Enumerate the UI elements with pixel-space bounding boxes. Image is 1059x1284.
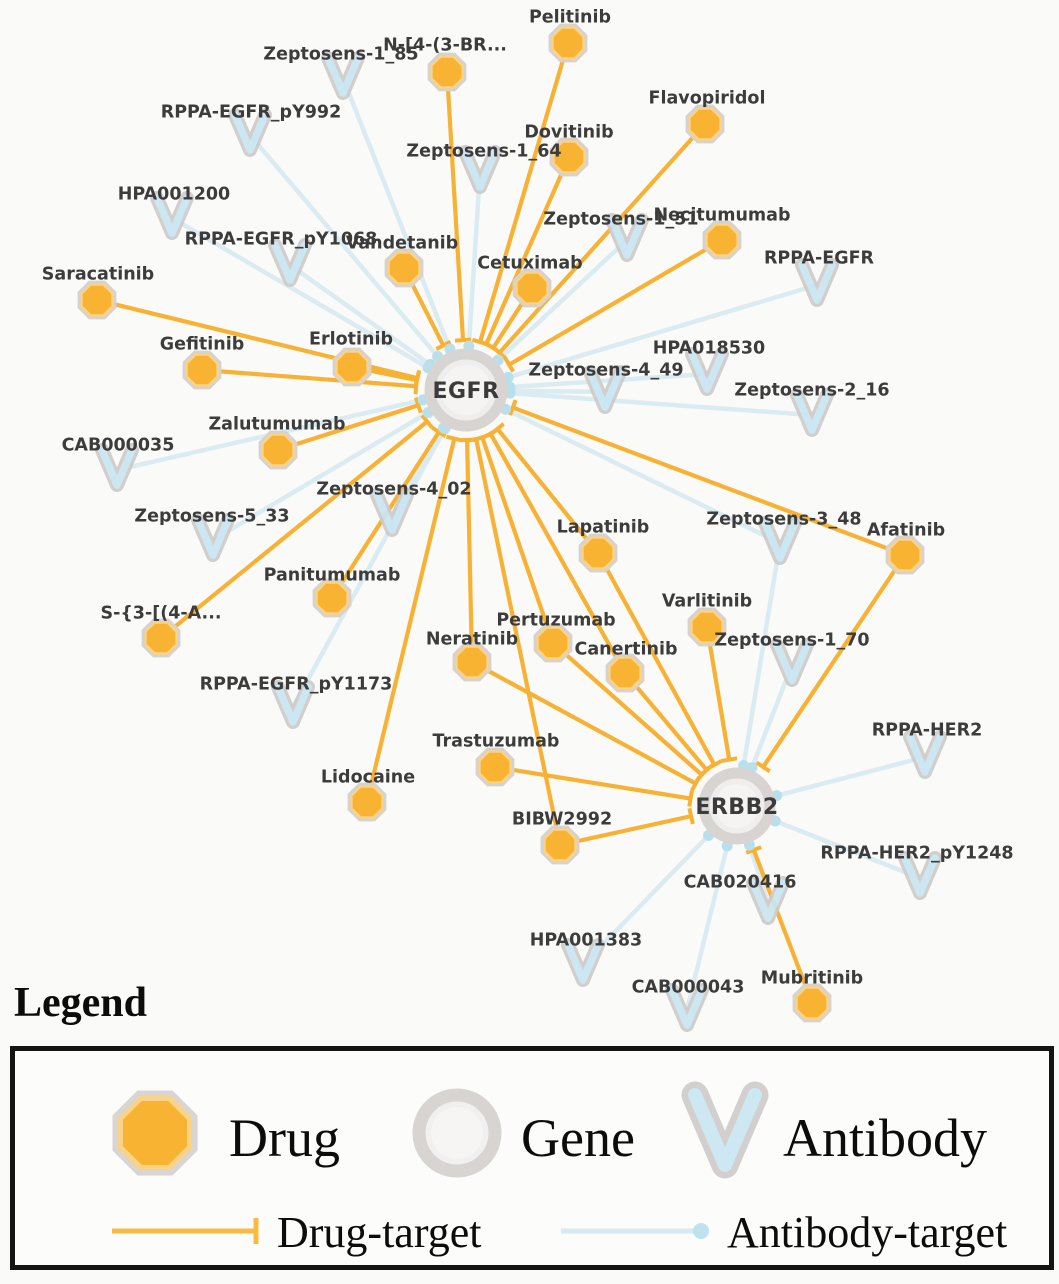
node-label-lapatinib: Lapatinib bbox=[557, 517, 650, 537]
node-label-n_4_3_br: N-[4-(3-BR... bbox=[383, 35, 507, 55]
legend-antibody-icon bbox=[670, 1073, 780, 1193]
edge-trastuzumab-erbb2 bbox=[495, 767, 691, 799]
node-label-pelitinib: Pelitinib bbox=[529, 7, 611, 27]
drug-octagon-s_3_4_a bbox=[147, 624, 176, 653]
node-label-saracatinib: Saracatinib bbox=[42, 264, 154, 284]
node-label-necitumumab: Necitumumab bbox=[654, 205, 791, 225]
drug-node-n_4_3_br bbox=[428, 53, 467, 92]
drug-octagon-afatinib bbox=[891, 541, 920, 570]
node-label-zeptosens_1_70: Zeptosens-1_70 bbox=[714, 630, 869, 650]
node-label-rppa_egfr_py992: RPPA-EGFR_pY992 bbox=[161, 102, 342, 122]
node-label-rppa_egfr_py1173: RPPA-EGFR_pY1173 bbox=[200, 674, 393, 694]
drug-node-bibw2992 bbox=[541, 826, 580, 865]
node-label-panitumumab: Panitumumab bbox=[264, 565, 401, 585]
gene-label-erbb2: ERBB2 bbox=[695, 795, 778, 820]
drug-node-s_3_4_a bbox=[142, 619, 181, 658]
drug-octagon-canertinib bbox=[611, 659, 640, 688]
node-label-pertuzumab: Pertuzumab bbox=[496, 610, 615, 630]
drug-octagon-trastuzumab bbox=[481, 753, 510, 782]
drug-octagon-pertuzumab bbox=[539, 629, 568, 658]
drug-node-trastuzumab bbox=[476, 748, 515, 787]
legend-drug-icon bbox=[103, 1081, 207, 1185]
drug-node-flavopiridol bbox=[686, 105, 725, 144]
node-label-lidocaine: Lidocaine bbox=[321, 767, 415, 787]
legend-drug-target-label: Drug-target bbox=[277, 1211, 481, 1255]
legend-gene-label: Gene bbox=[521, 1111, 635, 1165]
node-label-mubritinib: Mubritinib bbox=[761, 968, 863, 988]
drug-node-necitumumab bbox=[703, 221, 742, 260]
antibody-node-hpa018530 bbox=[692, 354, 722, 389]
node-label-varlitinib: Varlitinib bbox=[662, 591, 752, 611]
drug-octagon-lidocaine bbox=[353, 788, 382, 817]
node-label-s_3_4_a: S-{3-[(4-A... bbox=[100, 603, 221, 623]
edge-tee-bibw2992-erbb2 bbox=[689, 808, 692, 824]
drug-node-cetuximab bbox=[513, 269, 552, 308]
drug-octagon-cetuximab bbox=[518, 274, 547, 303]
node-label-rppa_egfr: RPPA-EGFR bbox=[764, 248, 875, 268]
node-label-afatinib: Afatinib bbox=[867, 520, 945, 540]
node-label-zeptosens_1_51: Zeptosens-1_51 bbox=[543, 209, 698, 229]
node-label-zeptosens_2_16: Zeptosens-2_16 bbox=[734, 380, 889, 400]
legend-antibody-target-icon bbox=[557, 1213, 722, 1249]
node-label-neratinib: Neratinib bbox=[426, 629, 518, 649]
node-label-dovitinib: Dovitinib bbox=[524, 122, 613, 142]
drug-node-saracatinib bbox=[78, 281, 117, 320]
antibody-node-rppa_her2 bbox=[910, 737, 940, 772]
drug-octagon-panitumumab bbox=[318, 584, 347, 613]
drug-octagon-vandetanib bbox=[390, 254, 419, 283]
edge-rppa_her2-erbb2 bbox=[777, 757, 925, 796]
legend-drug-target-icon bbox=[108, 1213, 273, 1249]
edge-tee-n_4_3_br-egfr bbox=[455, 340, 471, 341]
node-label-hpa001383: HPA001383 bbox=[530, 930, 642, 950]
edge-tee-trastuzumab-erbb2 bbox=[689, 791, 692, 807]
node-label-rppa_her2_py1248: RPPA-HER2_pY1248 bbox=[820, 843, 1013, 863]
drug-node-zalutumumab bbox=[259, 431, 298, 470]
node-label-erlotinib: Erlotinib bbox=[309, 329, 393, 349]
drug-octagon-mubritinib bbox=[798, 989, 827, 1018]
drug-octagon-gefitinib bbox=[188, 356, 217, 385]
drug-node-lidocaine bbox=[348, 783, 387, 822]
edge-n_4_3_br-egfr bbox=[447, 72, 463, 340]
drug-node-erlotinib bbox=[333, 348, 372, 387]
node-label-flavopiridol: Flavopiridol bbox=[649, 88, 766, 108]
drug-node-gefitinib bbox=[183, 351, 222, 390]
node-label-zeptosens_3_48: Zeptosens-3_48 bbox=[706, 509, 861, 529]
node-label-zeptosens_4_49: Zeptosens-4_49 bbox=[528, 360, 683, 380]
node-label-zeptosens_1_64: Zeptosens-1_64 bbox=[406, 141, 561, 161]
legend-box bbox=[10, 1046, 1054, 1270]
drug-octagon-neratinib bbox=[458, 648, 487, 677]
drug-node-vandetanib bbox=[385, 249, 424, 288]
node-label-cab000043: CAB000043 bbox=[632, 977, 745, 997]
drug-octagon-erlotinib bbox=[338, 353, 367, 382]
drug-octagon-n_4_3_br bbox=[433, 58, 462, 87]
node-label-zalutumumab: Zalutumumab bbox=[208, 414, 345, 434]
drug-node-pelitinib bbox=[549, 24, 588, 63]
node-label-hpa018530: HPA018530 bbox=[653, 338, 765, 358]
drug-node-afatinib bbox=[886, 536, 925, 575]
legend-title: Legend bbox=[14, 982, 147, 1024]
drug-octagon-bibw2992 bbox=[546, 831, 575, 860]
gene-label-egfr: EGFR bbox=[432, 379, 499, 404]
node-label-vandetanib: Vandetanib bbox=[346, 233, 458, 253]
drug-octagon-saracatinib bbox=[83, 286, 112, 315]
drug-octagon-necitumumab bbox=[708, 226, 737, 255]
node-label-gefitinib: Gefitinib bbox=[160, 334, 245, 354]
node-label-cetuximab: Cetuximab bbox=[477, 253, 582, 273]
drug-octagon-lapatinib bbox=[584, 539, 613, 568]
drug-octagon-flavopiridol bbox=[691, 110, 720, 139]
legend-drug-label: Drug bbox=[229, 1111, 340, 1165]
node-label-rppa_her2: RPPA-HER2 bbox=[872, 720, 983, 740]
node-label-cab000035: CAB000035 bbox=[62, 435, 175, 455]
node-label-trastuzumab: Trastuzumab bbox=[433, 731, 560, 751]
edge-tee-varlitinib-erbb2 bbox=[721, 758, 737, 761]
node-label-zeptosens_4_02: Zeptosens-4_02 bbox=[316, 479, 471, 499]
node-label-bibw2992: BIBW2992 bbox=[512, 809, 612, 829]
node-label-zeptosens_1_85: Zeptosens-1_85 bbox=[263, 44, 418, 64]
node-label-zeptosens_5_33: Zeptosens-5_33 bbox=[134, 506, 289, 526]
antibody-node-rppa_egfr bbox=[802, 265, 832, 300]
node-label-rppa_egfr_py1068: RPPA-EGFR_pY1068 bbox=[185, 229, 378, 249]
legend-gene-icon bbox=[407, 1083, 507, 1183]
drug-node-lapatinib bbox=[579, 534, 618, 573]
node-label-canertinib: Canertinib bbox=[575, 639, 678, 659]
drug-octagon-zalutumumab bbox=[264, 436, 293, 465]
node-label-hpa001200: HPA001200 bbox=[118, 184, 230, 204]
drug-octagon-pelitinib bbox=[554, 29, 583, 58]
drug-node-mubritinib bbox=[793, 984, 832, 1023]
node-label-cab020416: CAB020416 bbox=[684, 872, 797, 892]
drug-node-canertinib bbox=[606, 654, 645, 693]
legend-antibody-label: Antibody bbox=[783, 1111, 987, 1165]
legend-antibody-target-label: Antibody-target bbox=[727, 1211, 1007, 1255]
